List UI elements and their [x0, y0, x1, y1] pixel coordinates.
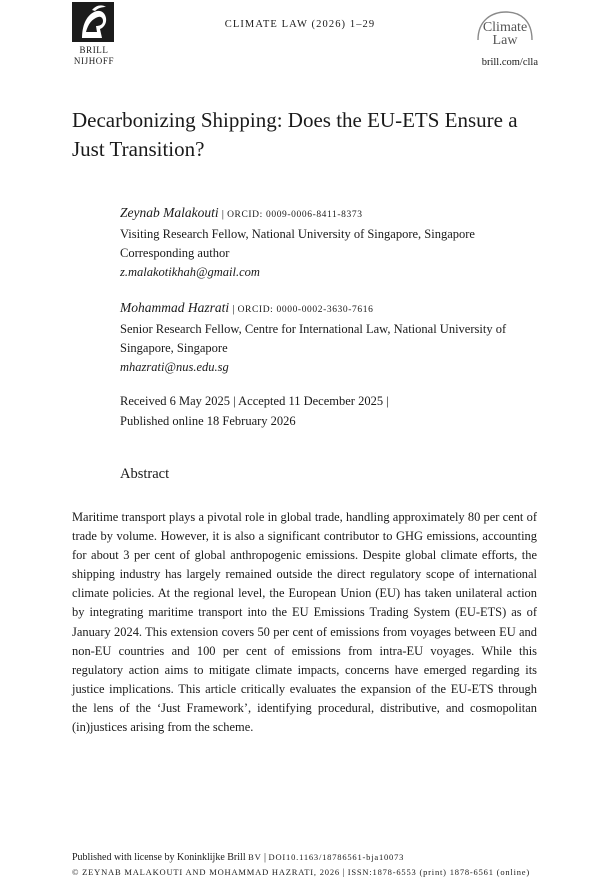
journal-logo-line1: Climate [482, 20, 528, 35]
issn-text: ISSN:1878-6553 (print) 1878-6561 (online) [347, 867, 530, 877]
author-name-line: Zeynab Malakouti | ORCID: 0009-0006-8411-8373 [120, 205, 363, 220]
publisher-name [68, 45, 120, 67]
published-date: Published online 18 February 2026 [120, 413, 296, 428]
corresponding-author-note: Corresponding author [120, 246, 230, 260]
author-name-line: Mohammad Hazrati | ORCID: 0000-0002-3630-7616 [120, 300, 374, 315]
license-suffix: BV [248, 852, 262, 862]
accepted-date: Accepted 11 December 2025 [238, 394, 384, 408]
orcid-id[interactable]: 0000-0002-3630-7616 [276, 305, 374, 315]
orcid-label: ORCID: [237, 305, 274, 315]
publisher-name-line2: NIJHOFF [73, 56, 115, 66]
article-dates: Received 6 May 2025 | Accepted 11 December 2025 | Published online 18 February 2026 [120, 392, 540, 431]
journal-logo-line2: Law [492, 33, 518, 48]
article-title: Decarbonizing Shipping: Does the EU-ETS Ensure a Just Transition? [72, 108, 518, 161]
author-affiliation: Visiting Research Fellow, National University of Singapore, Singapore [120, 227, 475, 241]
publisher-name-line1: BRILL [79, 45, 109, 55]
journal-running-head: CLIMATE LAW (2026) 1–29 [224, 19, 376, 30]
abstract-body: Maritime transport plays a pivotal role in global trade, handling approximately 80 per cent of trade by volume. However, it is also a significant contributor to GHG emissions, accounting for about 3 per cent of global anthropogenic emissions. Despite global climate efforts, the shipping industry has largely remained outside the direct regulatory scope of international climate policies. At the regional level, the European Union (EU) has taken unilateral action by integrating maritime transport into the EU Emissions Trading System (EU-ETS) as of January 2024. This extension covers 50 per cent of emissions from voyages between EU and non-EU countries and 100 per cent of emissions from intra-EU voyages. While this regulatory action aims to mitigate climate impacts, concerns have emerged regarding its justice implications. This article critically evaluates the expansion of the EU-ETS through the lens of the ‘Just Framework’, identifying procedural, distributive, and cosmopolitan (in)justices arising from the scheme. [72, 510, 537, 735]
author-email[interactable]: mhazrati@nus.edu.sg [120, 360, 229, 374]
abstract-heading: Abstract [120, 466, 170, 482]
orcid-id[interactable]: 0009-0006-8411-8373 [266, 210, 363, 220]
brill-helmet-logo [72, 2, 114, 42]
author-block [120, 203, 550, 282]
doi-link[interactable]: DOI10.1163/18786561-bja10073 [268, 852, 405, 862]
author-name: Zeynab Malakouti [120, 205, 219, 220]
received-date: Received 6 May 2025 [120, 394, 231, 408]
author-affiliation: Senior Research Fellow, Centre for International Law, National University of Singapore, Singapore [120, 322, 507, 355]
copyright-text: © ZEYNAB MALAKOUTI AND MOHAMMAD HAZRATI, 2026 [72, 867, 340, 877]
climate-law-journal-logo [472, 10, 538, 50]
author-block [120, 298, 550, 377]
journal-url-link[interactable]: brill.com/clla [481, 57, 538, 68]
license-text: Published with license by Koninklijke Brill [72, 852, 246, 863]
orcid-label: ORCID: [227, 210, 263, 220]
footer-license-line: Published with license by Koninklijke Brill BV | DOI10.1163/18786561-bja10073 [72, 852, 405, 863]
author-name: Mohammad Hazrati [120, 300, 230, 315]
footer-copyright-line: © ZEYNAB MALAKOUTI AND MOHAMMAD HAZRATI, 2026 | ISSN:1878-6553 (print) 1878-6561 (online) [72, 867, 530, 877]
author-email[interactable]: z.malakotikhah@gmail.com [120, 265, 260, 279]
